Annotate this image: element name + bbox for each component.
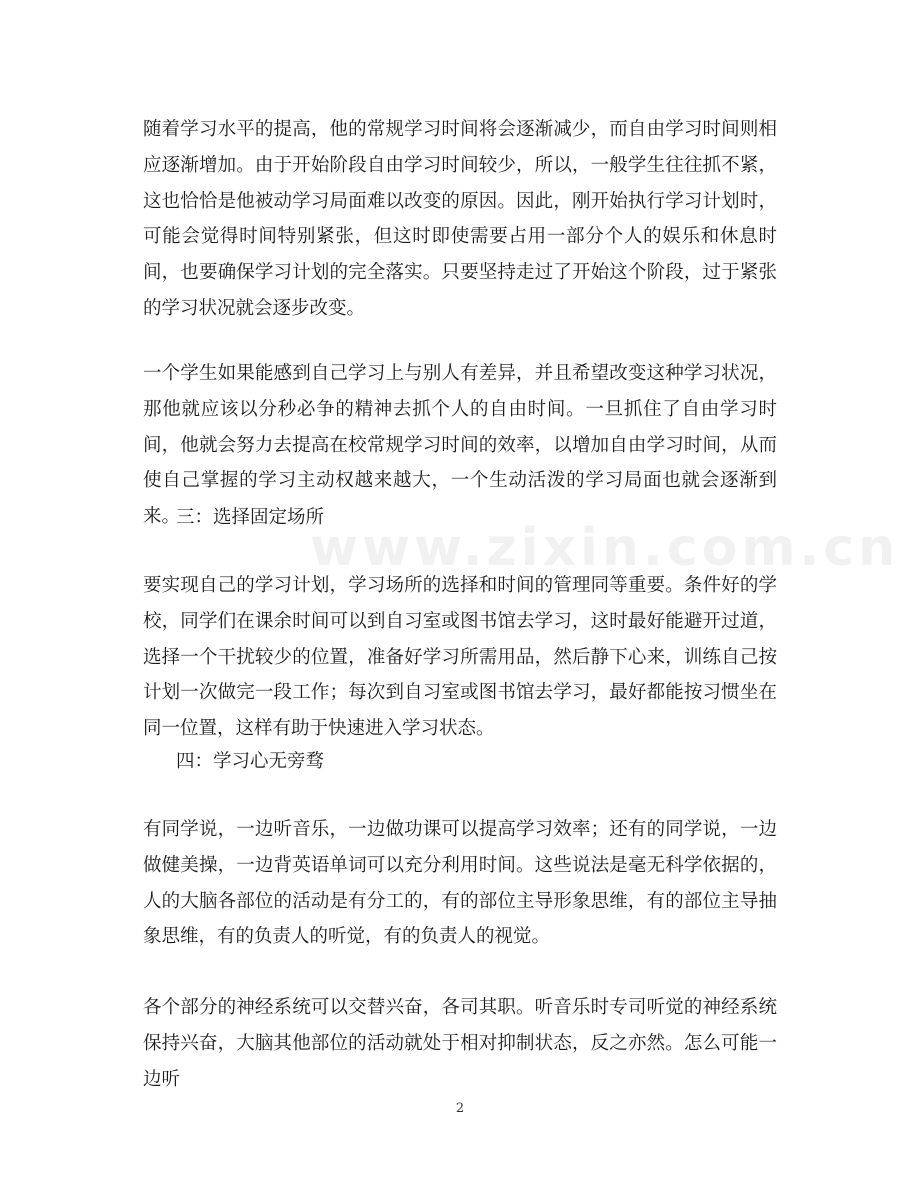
paragraph-2: 一个学生如果能感到自己学习上与别人有差异，并且希望改变这种学习状况，那他就应该以分秒必争的精神去抓个人的自由时间。一旦抓住了自由学习时间，他就会努力去提高在校常规学习时间的效率，以增加自由学习时间，从而使自己掌握的学习主动权越来越大，一个生动活泼的学习局面也就会逐渐到来。 <box>143 363 777 528</box>
section-heading-4: 四：学习心无旁骛 <box>176 751 325 772</box>
paragraph-4: 有同学说，一边听音乐，一边做功课可以提高学习效率；还有的同学说，一边做健美操，一边背英语单词可以充分利用时间。这些说法是毫无科学依据的，人的大脑各部位的活动是有分工的，有的部位主导形象思维，有的部位主导抽象思维，有的负责人的听觉，有的负责人的视觉。 <box>143 819 777 948</box>
section-heading-3: 三：选择固定场所 <box>176 507 325 528</box>
paragraph-5: 各个部分的神经系统可以交替兴奋，各司其职。听音乐时专司听觉的神经系统保持兴奋，大脑其他部位的活动就处于相对抑制状态，反之亦然。怎么可能一边听 <box>143 997 777 1090</box>
paragraph-3: 要实现自己的学习计划，学习场所的选择和时间的管理同等重要。条件好的学校，同学们在课余时间可以到自习室或图书馆去学习，这时最好能避开过道，选择一个干扰较少的位置，准备好学习所需用品，然后静下心来，训练自己按计划一次做完一段工作；每次到自习室或图书馆去学习，最好都能按习惯坐在同一位置，这样有助于快速进入学习状态。 <box>143 575 777 740</box>
page-number: 2 <box>455 1101 465 1116</box>
paragraph-1: 随着学习水平的提高，他的常规学习时间将会逐渐减少，而自由学习时间则相应逐渐增加。由于开始阶段自由学习时间较少，所以，一般学生往往抓不紧，这也恰恰是他被动学习局面难以改变的原因。因此，刚开始执行学习计划时，可能会觉得时间特别紧张，但这时即使需要占用一部分个人的娱乐和休息时间，也要确保学习计划的完全落实。只要坚持走过了开始这个阶段，过于紧张的学习状况就会逐步改变。 <box>143 119 777 319</box>
watermark: www.zixin.com.cn <box>310 518 900 578</box>
